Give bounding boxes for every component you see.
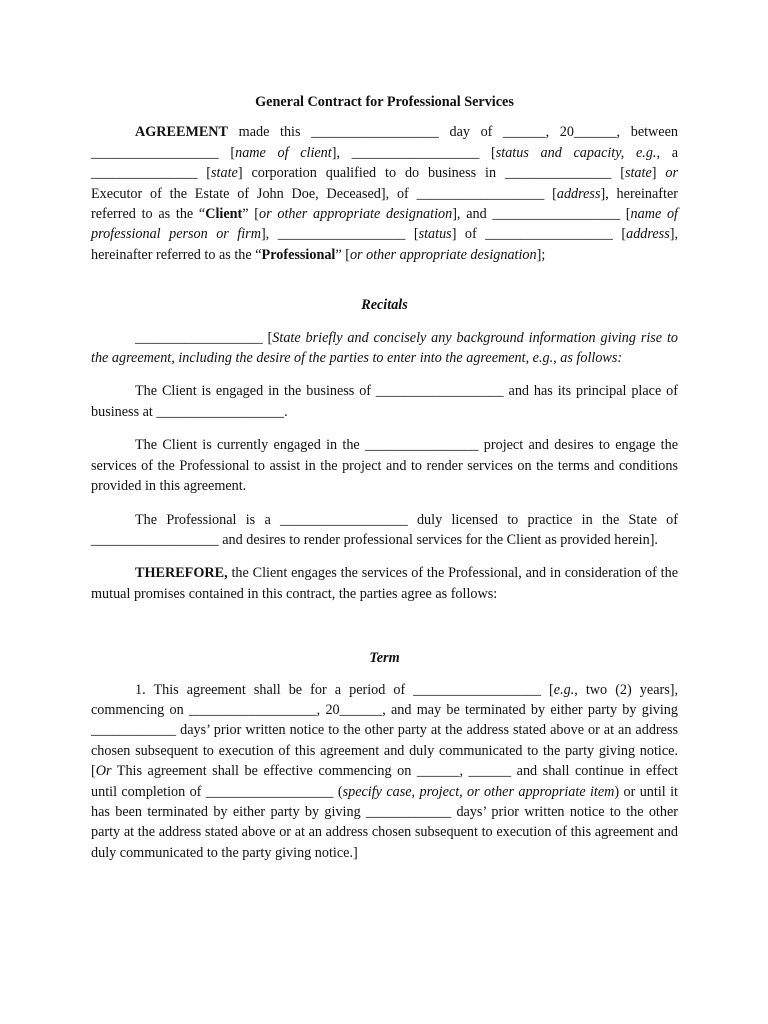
therefore-paragraph (91, 563, 678, 604)
recitals-instruction: State briefly and concisely any background information giving rise to the agreement, including the desire of the parties to enter into the agreement, e.g., as follows: (91, 329, 678, 367)
agreement-italic: name of professional person or firm (91, 206, 678, 243)
term-text: This agreement shall be effective commencing on ______, ______ and shall continue in effect until completion of __________________ ( (91, 763, 678, 800)
therefore-text: the Client engages the services of the Professional, and in consideration of the mutual promises contained in this contract, the parties agree as follows: (91, 565, 678, 602)
agreement-text: ” [ (335, 246, 350, 263)
agreement-italic: status and capacity, e.g., (495, 144, 661, 161)
agreement-italic: name of client (235, 144, 332, 161)
agreement-italic: or other appropriate designation (259, 206, 453, 223)
professional-term: Professional (261, 246, 336, 263)
recital-project: The Client is currently engaged in the ________________ project and desires to engage the services of the Professional to assist in the project and to render services on the terms and conditions provided in this agreement. (91, 437, 678, 495)
recitals-blank: __________________ [ (135, 329, 273, 346)
agreement-italic: state (624, 165, 652, 182)
agreement-italic: address (556, 185, 601, 202)
agreement-text: ], __________________ [ (260, 226, 419, 243)
term-italic: specify case, project, or other appropriate item (342, 783, 615, 800)
agreement-italic: or (665, 165, 678, 182)
agreement-paragraph (91, 122, 678, 265)
agreement-text: ] (651, 165, 666, 182)
agreement-italic: status (418, 226, 452, 243)
term-text: two (2) years], commencing on __________________, 20______, and may be terminated by either party by giving ____________ days’ prior written notice to the other party at the address stated above or at an address chosen subsequent to execution of this agreement and duly communicated to the party giving notice. [ (91, 681, 679, 780)
term-text: ) or until it has been terminated by either party by giving ____________ days’ prior written notice to the other party at the address stated above or at an address chosen subsequent to execution of this agreement and duly communicated to the party giving notice.] (91, 783, 678, 861)
agreement-italic: address (626, 226, 670, 243)
term-text: 1. This agreement shall be for a period of __________________ [ (135, 681, 554, 698)
agreement-text: ” [ (242, 206, 260, 223)
agreement-lead: AGREEMENT (135, 124, 229, 141)
agreement-text: ], hereinafter referred to as the “ (91, 185, 678, 223)
agreement-text: Executor of the Estate of John Doe, Deceased], of __________________ [ (91, 185, 557, 202)
recitals-heading: Recitals (361, 297, 408, 314)
recital-professional: The Professional is a __________________ duly licensed to practice in the State of __________________ and desires to render professional services for the Client as provided herein]. (91, 511, 678, 548)
term-clause-1 (91, 680, 678, 864)
agreement-italic: or other appropriate designation (349, 246, 537, 263)
client-term: Client (205, 206, 243, 223)
agreement-text: ], hereinafter referred to as the “ (91, 226, 679, 263)
agreement-text: ] corporation qualified to do business in _______________ [ (237, 165, 625, 182)
recitals-intro (91, 328, 678, 369)
agreement-text: ], __________________ [ (331, 144, 496, 161)
agreement-italic: state (211, 165, 238, 182)
agreement-text: a _______________ [ (91, 144, 678, 182)
agreement-text: ]; (536, 246, 546, 263)
therefore-lead: THEREFORE, (135, 565, 228, 582)
term-italic: Or (95, 763, 112, 780)
agreement-text: made this __________________ day of ______, 20______, between __________________ [ (91, 124, 678, 161)
term-italic: e.g., (553, 681, 578, 698)
agreement-text: ], and __________________ [ (452, 206, 631, 223)
recital-business: The Client is engaged in the business of __________________ and has its principal place of business at __________________. (91, 383, 678, 420)
agreement-text: ] of __________________ [ (451, 226, 627, 243)
term-heading: Term (369, 650, 400, 667)
document-title: General Contract for Professional Services (255, 94, 514, 110)
